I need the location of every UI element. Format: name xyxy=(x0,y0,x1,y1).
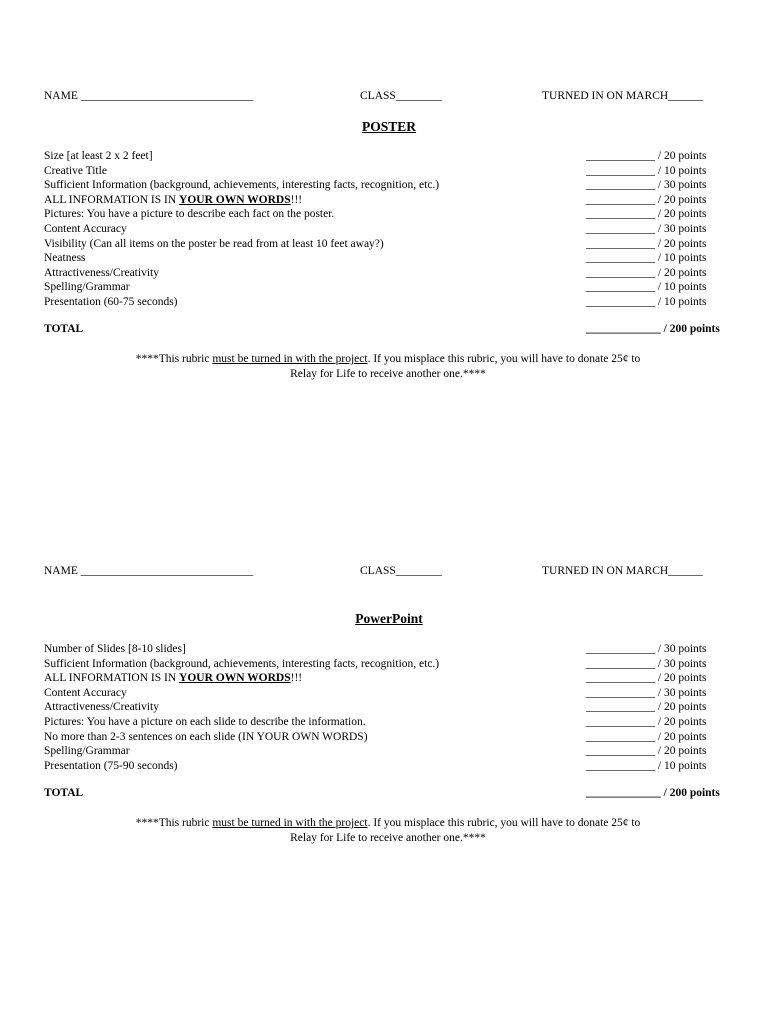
criteria-row xyxy=(44,164,734,179)
criteria-score: ____________ / 30 points xyxy=(586,179,707,192)
powerpoint-rubric-note xyxy=(0,816,768,846)
class-field: CLASS________ xyxy=(360,90,442,102)
criteria-score: ____________ / 20 points xyxy=(586,150,707,162)
criteria-score: ____________ / 20 points xyxy=(586,745,707,758)
criteria-label: Pictures: You have a picture to describe each fact on the poster. xyxy=(44,208,335,221)
criteria-row xyxy=(44,642,734,657)
powerpoint-rubric xyxy=(0,565,768,855)
criteria-label: ALL INFORMATION IS IN YOUR OWN WORDS!!! xyxy=(44,193,303,206)
criteria-label: Content Accuracy xyxy=(44,686,127,699)
criteria-label: Sufficient Information (background, achievements, interesting facts, recognition, etc.) xyxy=(44,179,440,192)
criteria-score: ____________ / 20 points xyxy=(586,730,707,743)
criteria-label: Visibility (Can all items on the poster be read from at least 10 feet away?) xyxy=(44,237,384,250)
criteria-row xyxy=(44,744,734,759)
note-line-1: ****This rubric must be turned in with the project. If you misplace this rubric, you will have to donate 25¢ to xyxy=(135,353,641,365)
criteria-row xyxy=(44,280,734,295)
powerpoint-title: PowerPoint xyxy=(355,611,423,626)
criteria-score: ____________ / 10 points xyxy=(586,252,707,265)
criteria-row xyxy=(44,700,734,715)
turned-in-field: TURNED IN ON MARCH______ xyxy=(542,90,703,102)
criteria-score: ____________ / 20 points xyxy=(586,237,707,250)
own-words-emphasis: YOUR OWN WORDS xyxy=(179,672,291,685)
criteria-score: ____________ / 20 points xyxy=(586,672,707,685)
poster-header xyxy=(0,90,768,106)
criteria-row xyxy=(44,266,734,281)
poster-rubric xyxy=(0,90,768,390)
criteria-label: Spelling/Grammar xyxy=(44,745,130,758)
criteria-label: Content Accuracy xyxy=(44,222,127,235)
criteria-label: Number of Slides [8-10 slides] xyxy=(44,643,186,655)
criteria-score: ____________ / 20 points xyxy=(586,193,707,206)
powerpoint-header xyxy=(0,565,768,581)
criteria-row xyxy=(44,759,734,774)
total-score: _____________ / 200 points xyxy=(586,787,720,799)
criteria-label: Spelling/Grammar xyxy=(44,281,130,294)
criteria-score: ____________ / 20 points xyxy=(586,266,707,279)
poster-criteria-list xyxy=(44,149,734,310)
criteria-score: ____________ / 20 points xyxy=(586,715,707,728)
powerpoint-criteria-list xyxy=(44,642,734,773)
criteria-label: Sufficient Information (background, achievements, interesting facts, recognition, etc.) xyxy=(44,657,440,670)
note-underlined: must be turned in with the project xyxy=(212,817,368,829)
note-line-2: Relay for Life to receive another one.**** xyxy=(290,832,486,844)
criteria-score: ____________ / 30 points xyxy=(586,657,707,670)
criteria-row xyxy=(44,295,734,310)
own-words-emphasis: YOUR OWN WORDS xyxy=(179,193,291,206)
total-score: _____________ / 200 points xyxy=(586,323,720,335)
criteria-row xyxy=(44,730,734,745)
criteria-row xyxy=(44,178,734,193)
criteria-row xyxy=(44,715,734,730)
note-line-2: Relay for Life to receive another one.**** xyxy=(290,368,486,380)
criteria-score: ____________ / 30 points xyxy=(586,686,707,699)
total-label: TOTAL xyxy=(44,323,84,335)
criteria-score: ____________ / 30 points xyxy=(586,222,707,235)
criteria-row xyxy=(44,251,734,266)
class-field: CLASS________ xyxy=(360,565,442,577)
criteria-row xyxy=(44,657,734,672)
note-underlined: must be turned in with the project xyxy=(212,353,368,365)
criteria-label: Neatness xyxy=(44,252,86,265)
name-field: NAME ______________________________ xyxy=(44,565,254,577)
criteria-row xyxy=(44,149,734,164)
poster-title: POSTER xyxy=(361,119,416,134)
total-label: TOTAL xyxy=(44,787,84,799)
criteria-score: ____________ / 10 points xyxy=(586,295,707,308)
note-line-1: ****This rubric must be turned in with the project. If you misplace this rubric, you will have to donate 25¢ to xyxy=(135,817,641,829)
criteria-label: Creative Title xyxy=(44,164,107,177)
criteria-label: Attractiveness/Creativity xyxy=(44,266,159,279)
criteria-score: ____________ / 30 points xyxy=(586,643,707,655)
criteria-row xyxy=(44,207,734,222)
criteria-label: ALL INFORMATION IS IN YOUR OWN WORDS!!! xyxy=(44,672,303,685)
criteria-row xyxy=(44,237,734,252)
poster-rubric-note xyxy=(0,352,768,382)
criteria-row xyxy=(44,686,734,701)
criteria-row xyxy=(44,193,734,208)
criteria-label: Pictures: You have a picture on each slide to describe the information. xyxy=(44,715,366,728)
criteria-score: ____________ / 20 points xyxy=(586,208,707,221)
criteria-label: Size [at least 2 x 2 feet] xyxy=(44,150,153,162)
criteria-label: Attractiveness/Creativity xyxy=(44,701,159,714)
criteria-row xyxy=(44,671,734,686)
criteria-label: Presentation (60-75 seconds) xyxy=(44,295,178,308)
criteria-score: ____________ / 10 points xyxy=(586,164,707,177)
poster-total-row xyxy=(44,323,744,338)
criteria-row xyxy=(44,222,734,237)
criteria-score: ____________ / 10 points xyxy=(586,281,707,294)
powerpoint-total-row xyxy=(44,787,744,802)
criteria-score: ____________ / 20 points xyxy=(586,701,707,714)
criteria-score: ____________ / 10 points xyxy=(586,759,707,772)
criteria-label: No more than 2-3 sentences on each slide (IN YOUR OWN WORDS) xyxy=(44,730,368,743)
criteria-label: Presentation (75-90 seconds) xyxy=(44,759,178,772)
turned-in-field: TURNED IN ON MARCH______ xyxy=(542,565,703,577)
name-field: NAME ______________________________ xyxy=(44,90,254,102)
